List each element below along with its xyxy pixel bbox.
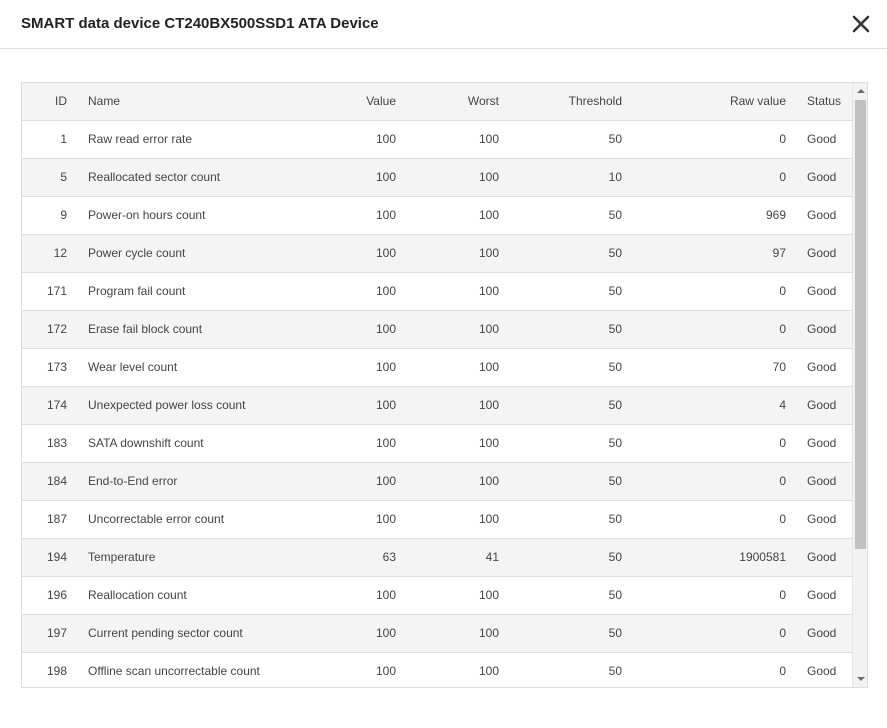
scroll-thumb[interactable] — [855, 100, 866, 549]
cell-status: Good — [807, 246, 837, 260]
table-row[interactable] — [22, 159, 852, 197]
cell-worst: 100 — [478, 512, 499, 526]
cell-name: Current pending sector count — [88, 626, 243, 640]
table-row[interactable] — [22, 349, 852, 387]
cell-value: 100 — [375, 284, 396, 298]
column-header-worst[interactable]: Worst — [467, 94, 499, 108]
table-row[interactable] — [22, 425, 852, 463]
cell-status: Good — [807, 474, 837, 488]
cell-raw-value: 0 — [779, 588, 786, 602]
dialog-header — [0, 0, 887, 49]
cell-value: 100 — [375, 626, 396, 640]
cell-worst: 100 — [478, 246, 499, 260]
close-icon — [850, 13, 872, 35]
column-header-raw-value[interactable]: Raw value — [729, 94, 786, 108]
cell-threshold: 50 — [608, 398, 622, 412]
cell-value: 100 — [375, 512, 396, 526]
cell-raw-value: 97 — [772, 246, 786, 260]
cell-id: 174 — [46, 398, 67, 412]
cell-worst: 100 — [478, 360, 499, 374]
cell-name: Offline scan uncorrectable count — [88, 664, 260, 678]
cell-threshold: 50 — [608, 246, 622, 260]
cell-value: 100 — [375, 170, 396, 184]
table-row[interactable] — [22, 121, 852, 159]
cell-name: Reallocated sector count — [88, 170, 221, 184]
cell-raw-value: 4 — [779, 398, 786, 412]
cell-status: Good — [807, 512, 837, 526]
cell-name: Uncorrectable error count — [88, 512, 225, 526]
cell-id: 9 — [60, 208, 67, 222]
cell-threshold: 50 — [608, 284, 622, 298]
cell-status: Good — [807, 132, 837, 146]
cell-value: 100 — [375, 664, 396, 678]
cell-id: 12 — [53, 246, 67, 260]
table-row[interactable] — [22, 197, 852, 235]
cell-value: 100 — [375, 474, 396, 488]
cell-status: Good — [807, 588, 837, 602]
table-header-row — [22, 83, 852, 121]
table-row[interactable] — [22, 577, 852, 615]
scroll-up-button[interactable] — [853, 83, 868, 99]
cell-worst: 100 — [478, 132, 499, 146]
column-header-value[interactable]: Value — [366, 94, 396, 108]
cell-threshold: 50 — [608, 474, 622, 488]
cell-id: 183 — [46, 436, 67, 450]
cell-id: 184 — [46, 474, 67, 488]
cell-id: 197 — [46, 626, 67, 640]
column-header-threshold[interactable]: Threshold — [568, 94, 622, 108]
cell-name: Wear level count — [88, 360, 178, 374]
cell-name: End-to-End error — [88, 474, 178, 488]
cell-threshold: 50 — [608, 512, 622, 526]
table-row[interactable] — [22, 539, 852, 577]
cell-worst: 100 — [478, 322, 499, 336]
table-row[interactable] — [22, 311, 852, 349]
cell-worst: 100 — [478, 664, 499, 678]
cell-id: 171 — [46, 284, 67, 298]
cell-id: 173 — [46, 360, 67, 374]
cell-value: 100 — [375, 322, 396, 336]
cell-name: Power-on hours count — [88, 208, 206, 222]
cell-worst: 100 — [478, 588, 499, 602]
table-row[interactable] — [22, 615, 852, 653]
cell-raw-value: 0 — [779, 626, 786, 640]
scroll-down-button[interactable] — [853, 671, 868, 687]
cell-raw-value: 0 — [779, 284, 786, 298]
table-row[interactable] — [22, 387, 852, 425]
cell-status: Good — [807, 398, 837, 412]
table-body — [22, 83, 852, 688]
cell-id: 172 — [46, 322, 67, 336]
cell-worst: 100 — [478, 436, 499, 450]
cell-name: Temperature — [88, 550, 156, 564]
column-header-status[interactable]: Status — [807, 94, 842, 108]
cell-name: Program fail count — [88, 284, 186, 298]
cell-threshold: 50 — [608, 626, 622, 640]
cell-worst: 100 — [478, 170, 499, 184]
cell-worst: 100 — [478, 474, 499, 488]
table-row[interactable] — [22, 501, 852, 539]
cell-name: Power cycle count — [88, 246, 186, 260]
cell-worst: 100 — [478, 626, 499, 640]
dialog-title: SMART data device CT240BX500SSD1 ATA Device — [21, 15, 379, 32]
table-row[interactable] — [22, 273, 852, 311]
cell-threshold: 50 — [608, 550, 622, 564]
cell-raw-value: 0 — [779, 512, 786, 526]
cell-value: 100 — [375, 132, 396, 146]
cell-id: 198 — [46, 664, 67, 678]
cell-threshold: 50 — [608, 436, 622, 450]
cell-raw-value: 0 — [779, 170, 786, 184]
cell-raw-value: 0 — [779, 474, 786, 488]
cell-status: Good — [807, 170, 837, 184]
cell-status: Good — [807, 208, 837, 222]
cell-name: Unexpected power loss count — [88, 398, 246, 412]
cell-raw-value: 70 — [772, 360, 786, 374]
cell-value: 100 — [375, 246, 396, 260]
cell-value: 100 — [375, 588, 396, 602]
cell-status: Good — [807, 626, 837, 640]
vertical-scrollbar[interactable] — [852, 83, 868, 687]
cell-id: 187 — [46, 512, 67, 526]
cell-name: Raw read error rate — [88, 132, 193, 146]
triangle-down-icon — [857, 676, 865, 682]
cell-raw-value: 0 — [779, 322, 786, 336]
cell-threshold: 50 — [608, 664, 622, 678]
table-row[interactable] — [22, 235, 852, 273]
table-row[interactable] — [22, 463, 852, 501]
cell-name: Erase fail block count — [88, 322, 203, 336]
cell-raw-value: 0 — [779, 132, 786, 146]
cell-name: SATA downshift count — [88, 436, 204, 450]
cell-status: Good — [807, 284, 837, 298]
cell-threshold: 50 — [608, 132, 622, 146]
cell-value: 100 — [375, 398, 396, 412]
cell-worst: 100 — [478, 208, 499, 222]
cell-status: Good — [807, 664, 837, 678]
cell-name: Reallocation count — [88, 588, 187, 602]
cell-worst: 100 — [478, 284, 499, 298]
cell-threshold: 50 — [608, 360, 622, 374]
cell-raw-value: 0 — [779, 664, 786, 678]
cell-worst: 100 — [478, 398, 499, 412]
cell-id: 1 — [60, 132, 67, 146]
table-row[interactable] — [22, 653, 852, 688]
cell-raw-value: 0 — [779, 436, 786, 450]
column-header-name[interactable]: Name — [88, 94, 121, 108]
cell-status: Good — [807, 436, 837, 450]
close-button[interactable] — [850, 13, 872, 35]
cell-worst: 41 — [485, 550, 499, 564]
cell-threshold: 50 — [608, 322, 622, 336]
cell-id: 5 — [60, 170, 67, 184]
cell-status: Good — [807, 322, 837, 336]
cell-status: Good — [807, 360, 837, 374]
cell-id: 194 — [46, 550, 67, 564]
cell-status: Good — [807, 550, 837, 564]
cell-id: 196 — [46, 588, 67, 602]
cell-value: 100 — [375, 360, 396, 374]
cell-raw-value: 1900581 — [739, 550, 786, 564]
cell-threshold: 50 — [608, 588, 622, 602]
smart-attributes-table — [21, 82, 868, 688]
cell-value: 100 — [375, 436, 396, 450]
triangle-up-icon — [857, 88, 865, 94]
cell-threshold: 50 — [608, 208, 622, 222]
column-header-id[interactable]: ID — [55, 94, 67, 108]
cell-threshold: 10 — [608, 170, 622, 184]
cell-value: 63 — [382, 550, 396, 564]
cell-raw-value: 969 — [765, 208, 786, 222]
cell-value: 100 — [375, 208, 396, 222]
